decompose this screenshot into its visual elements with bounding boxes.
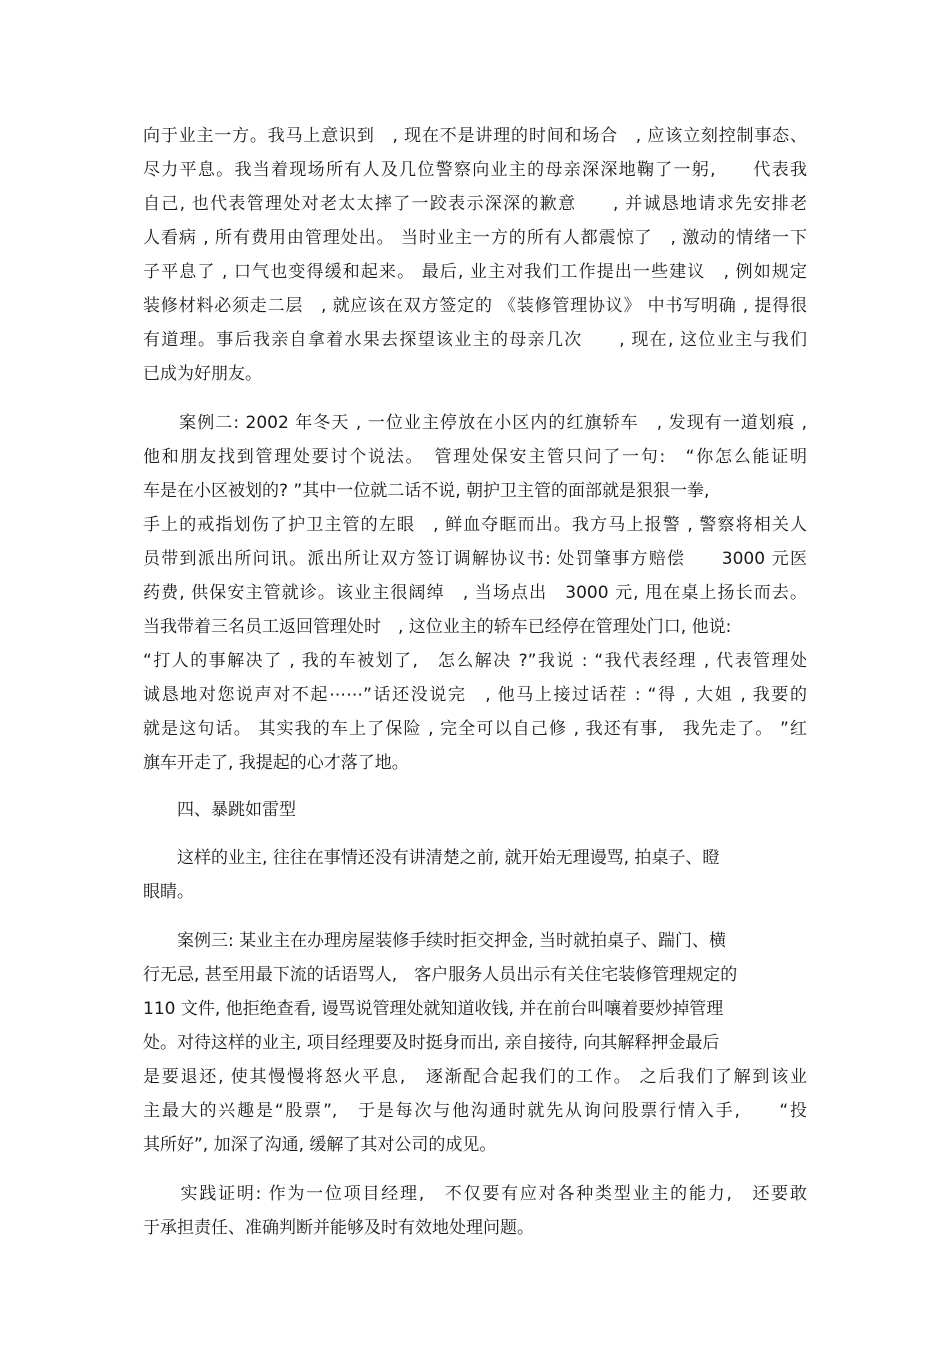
text-line: 装修材料必须走二层 , 就应该在双方签定的 《装修管理协议》 中书写明确 , 提得很 — [143, 296, 807, 316]
text-line: 有道理。事后我亲自拿着水果去探望该业主的母亲几次 , 现在, 这位业主与我们 — [143, 330, 807, 350]
text-line: 于承担责任、准确判断并能够及时有效地处理问题。 — [143, 1218, 534, 1238]
text-line: 车是在小区被划的? ”其中一位就二话不说, 朝护卫主管的面部就是狠狠一拳, — [143, 481, 710, 501]
text-line: 是要退还, 使其慢慢将怒火平息, 逐渐配合起我们的工作。 之后我们了解到该业 — [143, 1067, 807, 1087]
text-line: 自己, 也代表管理处对老太太摔了一跤表示深深的歉意 , 并诚恳地请求先安排老 — [143, 194, 807, 214]
text-line: “打人的事解决了 , 我的车被划了, 怎么解决 ?”我说 : “我代表经理 , 代表管理处 — [143, 651, 807, 671]
heading-text: 四、暴跳如雷型 — [143, 800, 296, 820]
text-line: 案例二: 2002 年冬天 , 一位业主停放在小区内的红旗轿车 , 发现有一道划痕 , — [143, 413, 807, 433]
text-line: 药费, 供保安主管就诊。该业主很阔绰 , 当场点出 3000 元, 甩在桌上扬长而去。 — [143, 583, 807, 603]
text-line: 人看病 , 所有费用由管理处出。 当时业主一方的所有人都震惊了 , 激动的情绪一下 — [143, 228, 807, 248]
text-line: 子平息了 , 口气也变得缓和起来。 最后, 业主对我们工作提出一些建议 , 例如规定 — [143, 262, 807, 282]
text-line: 诚恳地对您说声对不起⋯⋯”话还没说完 , 他马上接过话茬 : “得 , 大姐 , 我要的 — [143, 685, 807, 705]
text-line: 旗车开走了, 我提起的心才落了地。 — [143, 753, 409, 773]
text-line: 主最大的兴趣是“股票”, 于是每次与他沟通时就先从询问股票行情入手, “投 — [143, 1101, 807, 1121]
text-line: 110 文件, 他拒绝查看, 谩骂说管理处就知道收钱, 并在前台叫嚷着要炒掉管理 — [143, 999, 724, 1019]
text-line: 向于业主一方。我马上意识到 , 现在不是讲理的时间和场合 , 应该立刻控制事态、 — [143, 126, 807, 146]
text-line: 尽力平息。我当着现场所有人及几位警察向业主的母亲深深地鞠了一躬, 代表我 — [143, 160, 807, 180]
text-line: 手上的戒指划伤了护卫主管的左眼 , 鲜血夺眶而出。我方马上报警 , 警察将相关人 — [143, 515, 807, 535]
text-line: 员带到派出所问讯。派出所让双方签订调解协议书: 处罚肇事方赔偿 3000 元医 — [143, 549, 807, 569]
text-line: 处。对待这样的业主, 项目经理要及时挺身而出, 亲自接待, 向其解释押金最后 — [143, 1033, 720, 1053]
text-line: 已成为好朋友。 — [143, 364, 262, 384]
text-line: 这样的业主, 往往在事情还没有讲清楚之前, 就开始无理谩骂, 拍桌子、瞪 — [143, 848, 720, 868]
text-line: 案例三: 某业主在办理房屋装修手续时拒交押金, 当时就拍桌子、踹门、横 — [143, 931, 726, 951]
text-line: 就是这句话。 其实我的车上了保险 , 完全可以自己修 , 我还有事, 我先走了。 ”红 — [143, 719, 807, 739]
text-line: 眼睛。 — [143, 882, 194, 902]
text-line: 当我带着三名员工返回管理处时 , 这位业主的轿车已经停在管理处门口, 他说: — [143, 617, 732, 637]
text-line: 其所好”, 加深了沟通, 缓解了其对公司的成见。 — [143, 1135, 497, 1155]
text-line: 实践证明: 作为一位项目经理, 不仅要有应对各种类型业主的能力, 还要敢 — [143, 1184, 807, 1204]
text-line: 他和朋友找到管理处要讨个说法。 管理处保安主管只问了一句: “你怎么能证明 — [143, 447, 807, 467]
text-line: 行无忌, 甚至用最下流的话语骂人, 客户服务人员出示有关住宅装修管理规定的 — [143, 965, 738, 985]
